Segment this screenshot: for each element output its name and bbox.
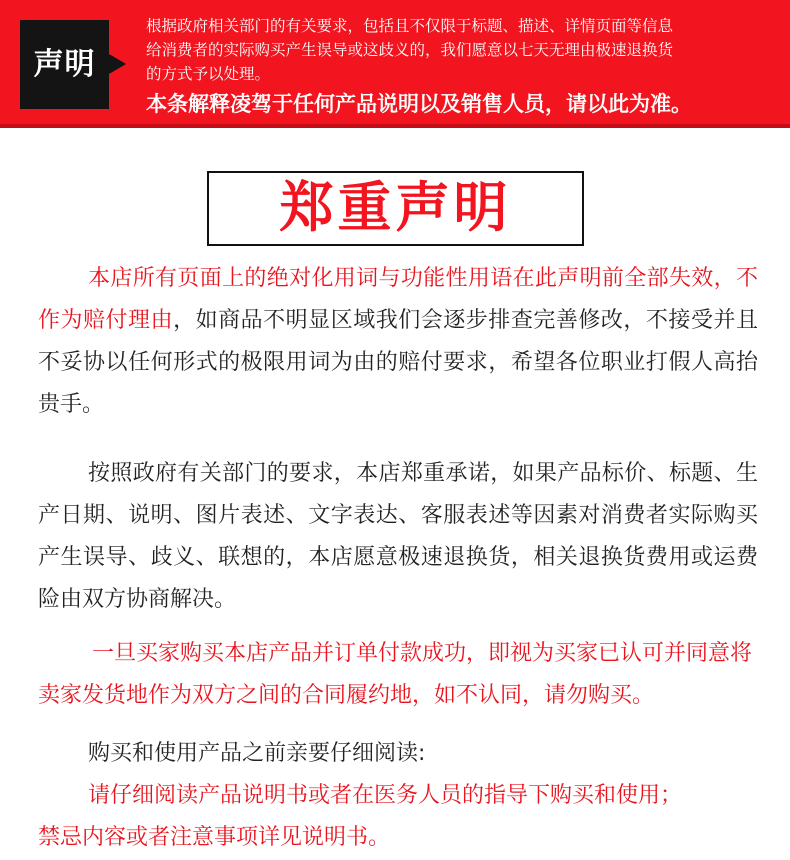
banner-notice-text xyxy=(146,14,782,86)
paragraph-spacer xyxy=(38,426,758,453)
banner-emphasis-text: 本条解释凌驾于任何产品说明以及销售人员，请以此为准。 xyxy=(146,92,692,116)
notice-banner xyxy=(0,0,790,128)
paragraph-return-policy: 按照政府有关部门的要求，本店郑重承诺，如果产品标价、标题、生产日期、说明、图片表述、文字表达、客服表述等因素对消费者实际购买产生误导、歧义、联想的，本店愿意极速退换货，相关退换货费用或运费险由双方协商解决。 xyxy=(38,461,758,612)
banner-notice-line: 给消费者的实际购买产生误导或这歧义的，我们愿意以七天无理由极速退换货 xyxy=(146,41,674,59)
statement-body xyxy=(38,258,758,859)
paragraph-absolute-terms xyxy=(38,258,758,426)
paragraph-read-before-use-line: 请仔细阅读产品说明书或者在医务人员的指导下购买和使用； xyxy=(88,783,683,808)
paragraph-contract-location: 一旦买家购买本店产品并订单付款成功，即视为买家已认可并同意将卖家发货地作为双方之间的合同履约地，如不认同，请勿购买。 xyxy=(38,641,753,708)
paragraph-absolute-terms-highlight: 本店所有页面上的绝对化用词与功能性用语在此声明前全部失效，不作为赔付理由 xyxy=(38,266,758,333)
page-title: 郑重声明 xyxy=(207,171,584,246)
paragraph-spacer xyxy=(38,621,758,633)
paragraph-spacer xyxy=(38,717,758,733)
statement-badge: 声明 xyxy=(20,20,109,109)
paragraph-read-before-use-heading: 购买和使用产品之前亲要仔细阅读: xyxy=(88,741,426,766)
badge-arrow-icon xyxy=(109,54,126,74)
banner-notice-line: 根据政府相关部门的有关要求，包括且不仅限于标题、描述、详情页面等信息 xyxy=(146,17,674,35)
paragraph-absolute-terms-rest: ，如商品不明显区域我们会逐步排查完善修改，不接受并且不妥协以任何形式的极限用词为由的赔付要求，希望各位职业打假人高抬贵手。 xyxy=(38,308,758,417)
banner-notice-line: 的方式予以处理。 xyxy=(146,65,271,83)
paragraph-read-before-use-line: 禁忌内容或者注意事项详见说明书。 xyxy=(38,825,391,850)
